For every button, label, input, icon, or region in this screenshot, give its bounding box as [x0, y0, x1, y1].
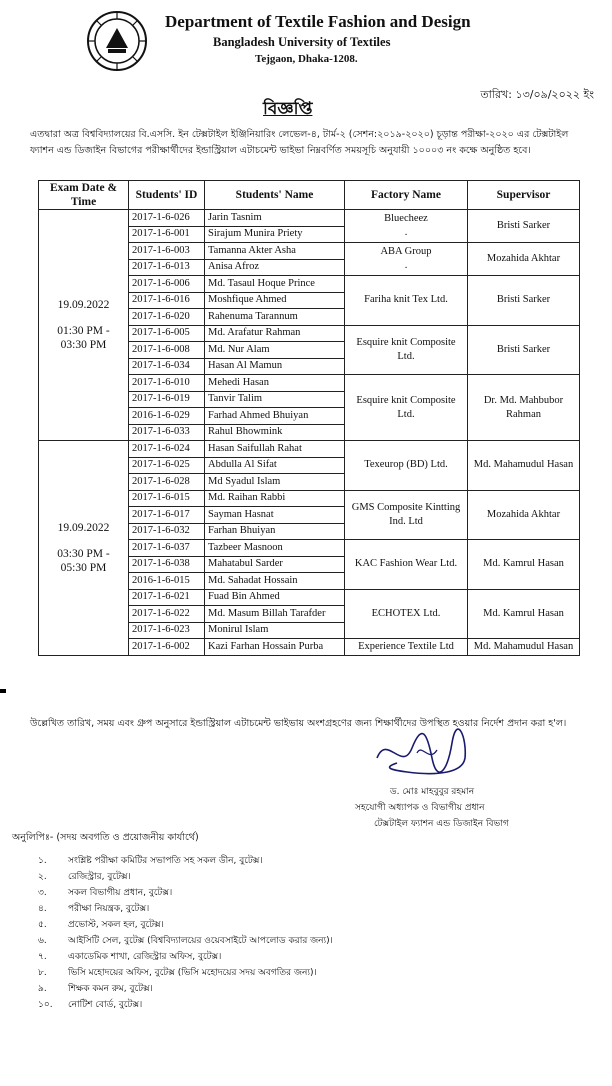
- closing-instruction: উল্লেখিত তারিখ, সময় এবং গ্রুপ অনুসারে ইন্ডাস্ট্রিয়াল এটাচমেন্ট ভাইভায় অংশগ্রহণের জন্য শিক্ষার্থীদের উপস্থিত হওয়ার নির্দেশ প্রদান করা হ'ল।: [30, 718, 567, 729]
- student-name-cell: Md Syadul Islam: [205, 474, 345, 491]
- notice-intro: এতদ্বারা অত্র বিশ্ববিদ্যালয়ের বি.এসসি. ইন টেক্সটাইল ইঞ্জিনিয়ারিং লেভেল-৪, টার্ম-২ (সেশন:২০১৯-২০২০) চূড়ান্ত পরীক্ষা-২০২০ এর টেক্সটাইল ফ্যাশন এন্ড ডিজাইন বিভাগের পরীক্ষার্থীদের ইন্ডাস্ট্রিয়াল এটাচমেন্ট ভাইভা নিম্নবর্ণিত সময়সূচি অনুযায়ী ১০০০৩ নং কক্ষে অনুষ্ঠিত হবে।: [30, 129, 569, 156]
- student-name-cell: Sayman Hasnat: [205, 507, 345, 524]
- exam-date-time-cell: [39, 441, 129, 656]
- header-supervisor: Supervisor: [468, 181, 580, 210]
- table-row: [39, 441, 580, 458]
- factory-name: Esquire knit Composite Ltd.: [356, 394, 456, 420]
- student-name-cell: Md. Tasaul Hoque Prince: [205, 276, 345, 293]
- list-item: ৪. পরীক্ষা নিয়ন্ত্রক, বুটেক্স।: [38, 904, 150, 914]
- student-name-cell: Hasan Saifullah Rahat: [205, 441, 345, 458]
- student-name-cell: Monirul Islam: [205, 622, 345, 639]
- student-name-cell: Jarin Tasnim: [205, 210, 345, 227]
- student-id-cell: 2017-1-6-010: [129, 375, 205, 392]
- student-name-cell: Mehedi Hasan: [205, 375, 345, 392]
- notice-title: বিজ্ঞপ্তি: [263, 99, 313, 119]
- supervisor-cell: Md. Kamrul Hasan: [468, 540, 580, 590]
- student-id-cell: 2017-1-6-016: [129, 292, 205, 309]
- student-name-cell: Md. Arafatur Rahman: [205, 325, 345, 342]
- student-id-cell: 2017-1-6-017: [129, 507, 205, 524]
- student-id-cell: 2017-1-6-024: [129, 441, 205, 458]
- factory-mark: .: [404, 260, 408, 271]
- signatory-name: ড. মোঃ মাহবুবুর রহমান: [390, 787, 475, 797]
- student-name-cell: Sirajum Munira Priety: [205, 226, 345, 243]
- exam-time: 03:30 PM - 05:30 PM: [57, 547, 110, 574]
- student-name-cell: Fuad Bin Ahmed: [205, 589, 345, 606]
- student-id-cell: 2017-1-6-001: [129, 226, 205, 243]
- list-item: ৬. আইসিটি সেল, বুটেক্স (বিশ্ববিদ্যালয়ের ওয়েবসাইটে আপলোড করার জন্য)।: [38, 936, 333, 946]
- department-title: Department of Textile Fashion and Design: [165, 12, 471, 31]
- viva-schedule-table: [38, 180, 580, 656]
- student-id-cell: 2016-1-6-015: [129, 573, 205, 590]
- factory-mark: .: [404, 227, 408, 238]
- table-header-row: [39, 181, 580, 210]
- header-factory: Factory Name: [345, 181, 468, 210]
- student-id-cell: 2017-1-6-002: [129, 639, 205, 656]
- student-id-cell: 2017-1-6-020: [129, 309, 205, 326]
- supervisor-cell: Dr. Md. Mahbubor Rahman: [468, 375, 580, 441]
- student-id-cell: 2017-1-6-022: [129, 606, 205, 623]
- factory-name: Fariha knit Tex Ltd.: [364, 294, 448, 306]
- factory-name-cell: [345, 210, 468, 243]
- student-name-cell: Farhad Ahmed Bhuiyan: [205, 408, 345, 425]
- list-item: ৩. সকল বিভাগীয় প্রধান, বুটেক্স।: [38, 888, 173, 898]
- student-name-cell: Kazi Farhan Hossain Purba: [205, 639, 345, 656]
- student-id-cell: 2017-1-6-032: [129, 523, 205, 540]
- factory-name-cell: [345, 490, 468, 540]
- student-name-cell: Abdulla Al Sifat: [205, 457, 345, 474]
- factory-name: Bluecheez: [384, 213, 428, 224]
- student-id-cell: 2017-1-6-033: [129, 424, 205, 441]
- header-student-id: Students' ID: [129, 181, 205, 210]
- supervisor-cell: Mozahida Akhtar: [468, 490, 580, 540]
- notice-date: তারিখ: ১৩/০৯/২০২২ ইং: [480, 88, 594, 101]
- student-id-cell: 2017-1-6-005: [129, 325, 205, 342]
- factory-name: GMS Composite Kintting Ind. Ltd: [351, 501, 461, 527]
- student-name-cell: Moshfique Ahmed: [205, 292, 345, 309]
- list-item: ৮. ভিসি মহোদয়ের অফিস, বুটেক্স (ভিসি মহোদয়ের সদয় অবগতির জন্য)।: [38, 968, 317, 978]
- university-address: Tejgaon, Dhaka-1208.: [255, 53, 358, 65]
- student-id-cell: 2017-1-6-034: [129, 358, 205, 375]
- factory-name-cell: [345, 589, 468, 639]
- student-id-cell: 2017-1-6-026: [129, 210, 205, 227]
- supervisor-cell: Md. Mahamudul Hasan: [468, 441, 580, 491]
- student-name-cell: Rahenuma Tarannum: [205, 309, 345, 326]
- university-seal-logo: [86, 10, 148, 72]
- factory-name-cell: [345, 276, 468, 326]
- student-id-cell: 2017-1-6-021: [129, 589, 205, 606]
- factory-name-cell: [345, 375, 468, 441]
- header-student-name: Students' Name: [205, 181, 345, 210]
- student-id-cell: 2017-1-6-038: [129, 556, 205, 573]
- list-item: ১. সংশ্লিষ্ট পরীক্ষা কমিটির সভাপতি সহ সকল ডীন, বুটেক্স।: [38, 856, 263, 866]
- factory-name-cell: [345, 441, 468, 491]
- table-row: [39, 210, 580, 227]
- student-name-cell: Md. Raihan Rabbi: [205, 490, 345, 507]
- student-name-cell: Tamanna Akter Asha: [205, 243, 345, 260]
- student-id-cell: 2017-1-6-019: [129, 391, 205, 408]
- signature-image: [367, 728, 487, 780]
- list-item: ৭. একাডেমিক শাখা, রেজিস্ট্রার অফিস, বুটেক্স।: [38, 952, 222, 962]
- factory-name: Esquire knit Composite Ltd.: [356, 336, 456, 362]
- exam-date: 19.09.2022: [57, 299, 110, 311]
- signatory-department: টেক্সটাইল ফ্যাশন এন্ড ডিজাইন বিভাগ: [374, 819, 509, 829]
- factory-name-cell: [345, 639, 468, 656]
- student-id-cell: 2017-1-6-028: [129, 474, 205, 491]
- student-id-cell: 2017-1-6-003: [129, 243, 205, 260]
- student-id-cell: 2017-1-6-023: [129, 622, 205, 639]
- student-name-cell: Md. Nur Alam: [205, 342, 345, 359]
- header-exam-date: Exam Date & Time: [39, 181, 129, 210]
- supervisor-cell: Md. Kamrul Hasan: [468, 589, 580, 639]
- supervisor-cell: Bristi Sarker: [468, 210, 580, 243]
- factory-name-cell: [345, 540, 468, 590]
- copies-heading: অনুলিপিঃ- (সদয় অবগতি ও প্রয়োজনীয় কার্যার্থে): [12, 832, 199, 843]
- student-name-cell: Farhan Bhuiyan: [205, 523, 345, 540]
- student-name-cell: Anisa Afroz: [205, 259, 345, 276]
- university-name: Bangladesh University of Textiles: [213, 35, 391, 49]
- exam-date-time-cell: [39, 210, 129, 441]
- supervisor-cell: Bristi Sarker: [468, 276, 580, 326]
- student-name-cell: Tazbeer Masnoon: [205, 540, 345, 557]
- student-id-cell: 2017-1-6-008: [129, 342, 205, 359]
- student-name-cell: Tanvir Talim: [205, 391, 345, 408]
- factory-name: ABA Group: [380, 246, 432, 257]
- student-id-cell: 2017-1-6-006: [129, 276, 205, 293]
- copies-list: [38, 853, 333, 1013]
- student-name-cell: Rahul Bhowmink: [205, 424, 345, 441]
- student-id-cell: 2017-1-6-015: [129, 490, 205, 507]
- student-id-cell: 2016-1-6-029: [129, 408, 205, 425]
- factory-name: Experience Textile Ltd: [358, 640, 454, 652]
- student-id-cell: 2017-1-6-013: [129, 259, 205, 276]
- page-divider: [0, 689, 6, 693]
- student-name-cell: Mahatabul Sarder: [205, 556, 345, 573]
- student-name-cell: Hasan Al Mamun: [205, 358, 345, 375]
- factory-name-cell: [345, 325, 468, 375]
- spacer: [42, 535, 125, 547]
- list-item: ৯. শিক্ষক কমন রুম, বুটেক্স।: [38, 984, 153, 994]
- list-item: ৫. প্রভোস্ট, সকল হল, বুটেক্স।: [38, 920, 164, 930]
- factory-name: ECHOTEX Ltd.: [371, 607, 441, 619]
- factory-name: KAC Fashion Wear Ltd.: [354, 558, 458, 570]
- factory-name-cell: [345, 243, 468, 276]
- factory-name: Texeurop (BD) Ltd.: [364, 459, 448, 471]
- student-id-cell: 2017-1-6-037: [129, 540, 205, 557]
- student-id-cell: 2017-1-6-025: [129, 457, 205, 474]
- spacer: [42, 312, 125, 324]
- supervisor-cell: Mozahida Akhtar: [468, 243, 580, 276]
- signatory-designation: সহযোগী অধ্যাপক ও বিভাগীয় প্রধান: [355, 803, 485, 813]
- supervisor-cell: Bristi Sarker: [468, 325, 580, 375]
- student-name-cell: Md. Sahadat Hossain: [205, 573, 345, 590]
- supervisor-cell: Md. Mahamudul Hasan: [468, 639, 580, 656]
- list-item: ২. রেজিস্ট্রার, বুটেক্স।: [38, 872, 131, 882]
- exam-time: 01:30 PM - 03:30 PM: [57, 325, 110, 351]
- list-item: ১০. নোটিশ বোর্ড, বুটেক্স।: [38, 1000, 143, 1010]
- student-name-cell: Md. Masum Billah Tarafder: [205, 606, 345, 623]
- exam-date: 19.09.2022: [57, 521, 110, 534]
